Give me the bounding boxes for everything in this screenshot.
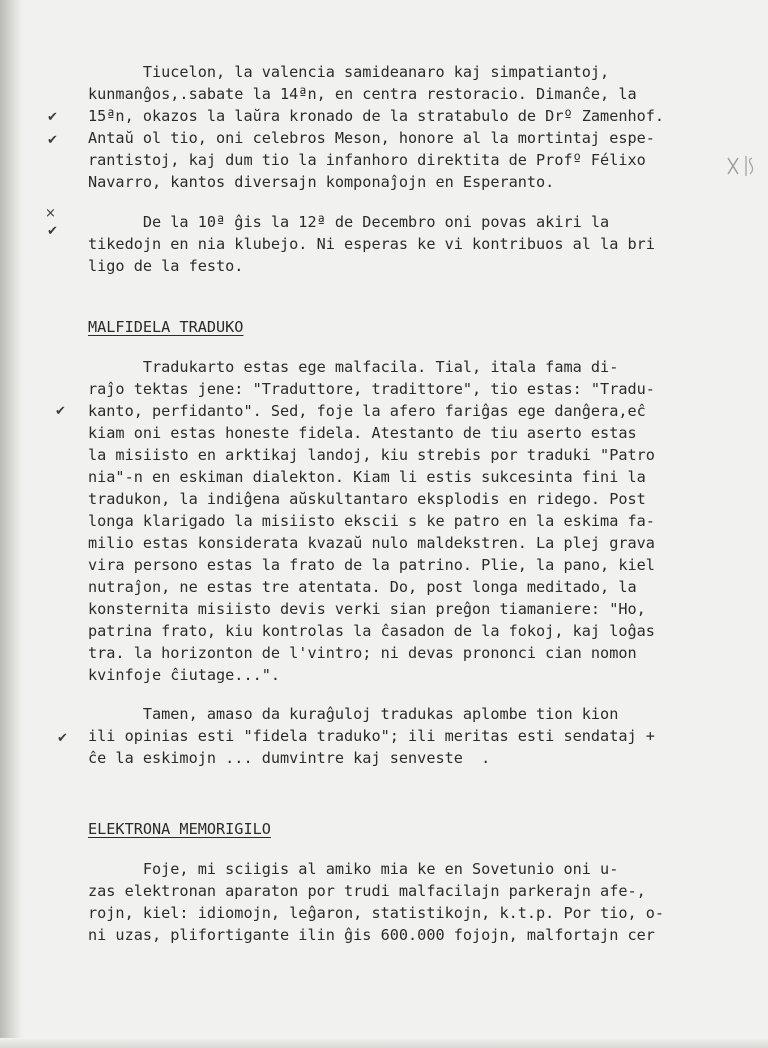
text-line: 15ªn, okazos la laŭra kronado de la stratabulo de Drº Zamenhof. <box>88 107 665 125</box>
text-line: zas elektronan aparaton por trudi malfacilajn parkerajn afe-, <box>88 882 646 900</box>
text-line: tradukon, la indiĝena aŭskultantaro eksplodis en ridego. Post <box>88 490 646 508</box>
text-line: Tiucelon, la valencia samideanaro kaj simpatiantoj, <box>88 63 610 81</box>
text-line: Antaŭ ol tio, oni celebros Meson, honore al la mortintaj espe- <box>88 129 655 147</box>
text-line: tikedojn en nia klubejo. Ni esperas ke vi kontribuos al la bri <box>88 235 655 253</box>
check-mark-icon: ✔ <box>47 133 58 148</box>
section-heading-elektrona-memorigilo: ELEKTRONA MEMORIGILO <box>88 820 271 838</box>
text-line: raĵo tektas jene: "Traduttore, tradittore", tio estas: "Tradu- <box>88 380 655 398</box>
text-line: Tradukarto estas ege malfacila. Tial, itala fama di- <box>88 358 619 376</box>
text-line: ligo de la festo. <box>88 257 244 275</box>
text-line: Foje, mi sciigis al amiko mia ke en Sovetunio oni u- <box>88 860 619 878</box>
text-line: kvinfoje ĉiutage...". <box>88 666 281 684</box>
text-line: la misiisto en arktikaj landoj, kiu strebis por traduki "Patro <box>88 446 655 464</box>
text-line: nutraĵon, ne estas tre atentata. Do, post longa meditado, la <box>88 578 637 596</box>
text-line: konsternita misiisto devis verki sian preĝon tiamaniere: "Ho, <box>88 600 646 618</box>
text-line: kanto, perfidanto". Sed, foje la afero fariĝas ege danĝera,eĉ <box>88 402 646 420</box>
text-line: longa klarigado la misiisto ekscii s ke patro en la eskima fa- <box>88 512 655 530</box>
section-heading-malfidela-traduko: MALFIDELA TRADUKO <box>88 318 244 336</box>
text-line: kiam oni estas honeste fidela. Atestanto de tiu aserto estas <box>88 424 637 442</box>
check-mark-icon: ✔ <box>57 731 68 746</box>
text-line: rantistoj, kaj dum tio la infanhoro direktita de Profº Félixo <box>88 151 646 169</box>
page-bottom-edge <box>0 1038 768 1048</box>
text-line: tra. la horizonton de l'vintro; ni devas prononci cian nomon <box>88 644 637 662</box>
check-mark-icon: ✔ <box>47 110 58 125</box>
check-mark-icon: ✔ <box>47 224 58 239</box>
cross-mark-icon: × <box>45 206 56 221</box>
text-line: ni uzas, plifortigante ilin ĝis 600.000 fojojn, malfortajn cer <box>88 926 655 944</box>
text-line: nia"-n en eskiman dialekton. Kiam li estis sukcesinta fini la <box>88 468 646 486</box>
text-line: ili opinias esti "fidela traduko"; ili meritas esti sendataj + <box>88 727 655 745</box>
text-line: milio estas konsiderata kvazaŭ nulo maldekstren. La plej grava <box>88 534 655 552</box>
text-line: rojn, kiel: idiomojn, leĝaron, statistikojn, k.t.p. Por tio, o- <box>88 904 665 922</box>
text-line: De la 10ª ĝis la 12ª de Decembro oni povas akiri la <box>88 213 610 231</box>
text-line: Tamen, amaso da kuraĝuloj tradukas aplombe tion kion <box>88 705 619 723</box>
text-line: patrina frato, kiu kontrolas la ĉasadon de la fokoj, kaj loĝas <box>88 622 655 640</box>
text-line: Navarro, kantos diversajn komponaĵojn en Esperanto. <box>88 173 555 191</box>
text-line: ĉe la eskimojn ... dumvintre kaj senveste . <box>88 749 491 767</box>
page-binding-shadow <box>0 0 22 1048</box>
text-line: kunmanĝos,.sabate la 14ªn, en centra restoracio. Dimanĉe, la <box>88 85 637 103</box>
handwritten-scribble-icon <box>724 150 764 182</box>
check-mark-icon: ✔ <box>55 404 66 419</box>
text-line: vira persono estas la frato de la patrino. Plie, la pano, kiel <box>88 556 655 574</box>
